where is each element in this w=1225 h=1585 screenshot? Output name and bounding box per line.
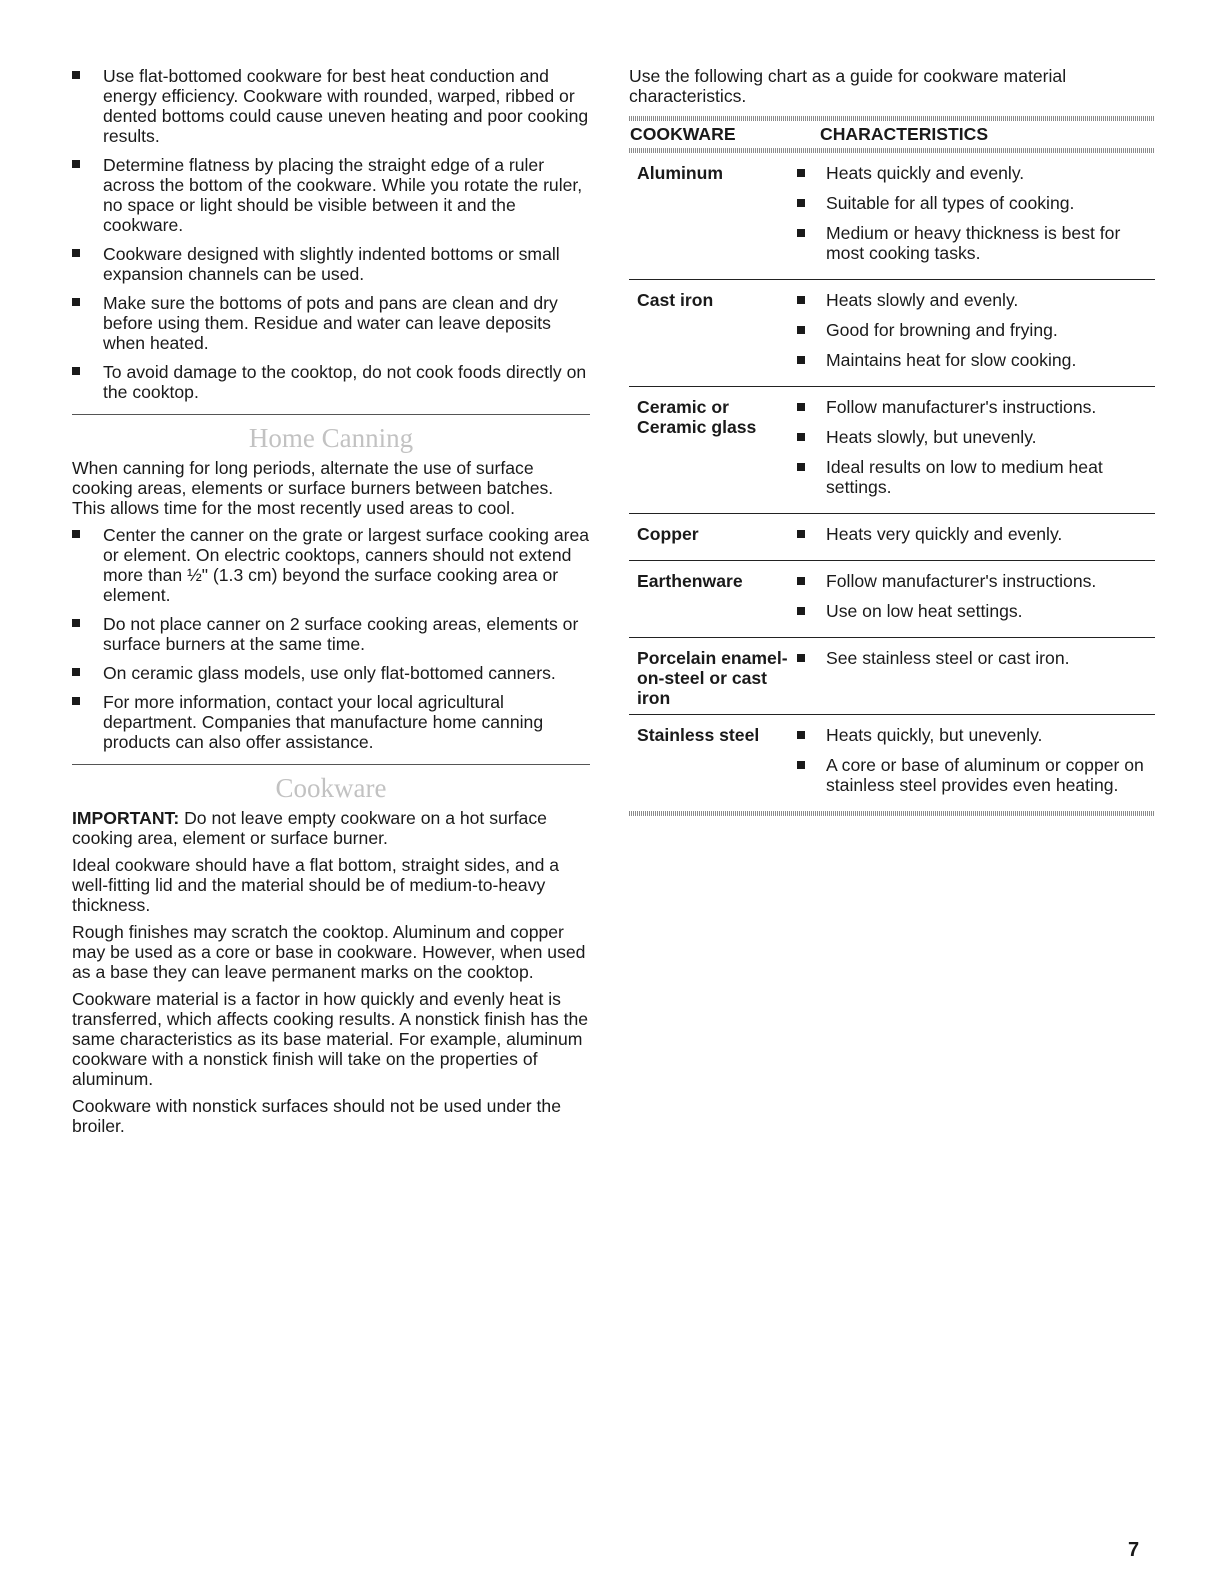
table-header <box>629 121 1155 148</box>
column-header-characteristics: CHARACTERISTICS <box>820 124 989 144</box>
cookware-table-body <box>629 153 1155 811</box>
characteristic-item: See stainless steel or cast iron. <box>793 648 1155 668</box>
list-item: To avoid damage to the cooktop, do not cook foods directly on the cooktop. <box>72 362 590 402</box>
table-row <box>629 637 1155 714</box>
cookware-name: Cast iron <box>637 290 714 310</box>
cookware-tips-list <box>72 66 590 402</box>
table-row <box>629 513 1155 560</box>
table-row <box>629 386 1155 513</box>
characteristic-item: Ideal results on low to medium heat settings. <box>793 457 1155 497</box>
column-header-cookware: COOKWARE <box>630 124 736 144</box>
chart-intro: Use the following chart as a guide for cookware material characteristics. <box>629 66 1067 106</box>
important-note <box>72 808 590 848</box>
characteristic-item: Heats slowly, but unevenly. <box>793 427 1155 447</box>
characteristic-item: Maintains heat for slow cooking. <box>793 350 1155 370</box>
cookware-name: Earthenware <box>637 571 743 591</box>
cookware-paragraph: Ideal cookware should have a flat bottom, straight sides, and a well-fitting lid and the material should be of medium-to-heavy thickness. <box>72 855 560 915</box>
list-item: For more information, contact your local agricultural department. Companies that manufacture home canning products can also offer assistance. <box>72 692 590 752</box>
characteristic-item: Suitable for all types of cooking. <box>793 193 1155 213</box>
cookware-name: Aluminum <box>637 163 724 183</box>
list-item: Use flat-bottomed cookware for best heat conduction and energy efficiency. Cookware with rounded, warped, ribbed or dented bottoms could cause uneven heating and poor cooking results. <box>72 66 590 146</box>
cookware-name: Copper <box>637 524 699 544</box>
cookware-paragraph: Cookware material is a factor in how quickly and evenly heat is transferred, which affects cooking results. A nonstick finish has the same characteristics as its base material. For example, aluminum cookware with a nonstick finish will take on the properties of aluminum. <box>72 989 589 1089</box>
table-row <box>629 714 1155 811</box>
characteristic-item: Follow manufacturer's instructions. <box>793 571 1155 591</box>
characteristic-item: Heats very quickly and evenly. <box>793 524 1155 544</box>
home-canning-list <box>72 525 590 752</box>
section-divider <box>72 764 590 765</box>
characteristic-item: Heats quickly, but unevenly. <box>793 725 1155 745</box>
list-item: On ceramic glass models, use only flat-bottomed canners. <box>72 663 590 683</box>
cookware-heading: Cookware <box>275 773 387 803</box>
section-divider <box>72 414 590 415</box>
page-number: 7 <box>1128 1539 1140 1561</box>
characteristic-item: A core or base of aluminum or copper on stainless steel provides even heating. <box>793 755 1155 795</box>
table-row <box>629 279 1155 386</box>
characteristic-item: Good for browning and frying. <box>793 320 1155 340</box>
characteristic-item: Use on low heat settings. <box>793 601 1155 621</box>
table-row <box>629 153 1155 279</box>
table-row <box>629 560 1155 637</box>
important-text: Do not leave empty cookware on a hot surface cooking area, element or surface burner. <box>72 808 547 848</box>
cookware-paragraph: Rough finishes may scratch the cooktop. Aluminum and copper may be used as a core or base in cookware. However, when used as a base they can leave permanent marks on the cooktop. <box>72 922 586 982</box>
important-label: IMPORTANT: <box>72 808 180 828</box>
list-item: Do not place canner on 2 surface cooking areas, elements or surface burners at the same time. <box>72 614 590 654</box>
list-item: Make sure the bottoms of pots and pans are clean and dry before using them. Residue and water can leave deposits when heated. <box>72 293 590 353</box>
cookware-paragraph: Cookware with nonstick surfaces should not be used under the broiler. <box>72 1096 561 1136</box>
list-item: Cookware designed with slightly indented bottoms or small expansion channels can be used. <box>72 244 590 284</box>
cookware-name: Ceramic or Ceramic glass <box>637 397 757 437</box>
right-column <box>629 66 1155 816</box>
list-item: Determine flatness by placing the straight edge of a ruler across the bottom of the cookware. While you rotate the ruler, no space or light should be visible between it and the cookware. <box>72 155 590 235</box>
home-canning-heading: Home Canning <box>248 423 414 453</box>
characteristic-item: Medium or heavy thickness is best for most cooking tasks. <box>793 223 1155 263</box>
characteristic-item: Heats slowly and evenly. <box>793 290 1155 310</box>
characteristic-item: Follow manufacturer's instructions. <box>793 397 1155 417</box>
table-bottom-border <box>629 811 1155 816</box>
list-item: Center the canner on the grate or largest surface cooking area or element. On electric cooktops, canners should not extend more than ½" (1.3 cm) beyond the surface cooking area or element. <box>72 525 590 605</box>
home-canning-intro: When canning for long periods, alternate the use of surface cooking areas, elements or surface burners between batches. This allows time for the most recently used areas to cool. <box>72 458 554 518</box>
cookware-name: Porcelain enamel-on-steel or cast iron <box>637 648 788 708</box>
left-column <box>72 66 590 1143</box>
characteristic-item: Heats quickly and evenly. <box>793 163 1155 183</box>
cookware-name: Stainless steel <box>637 725 760 745</box>
